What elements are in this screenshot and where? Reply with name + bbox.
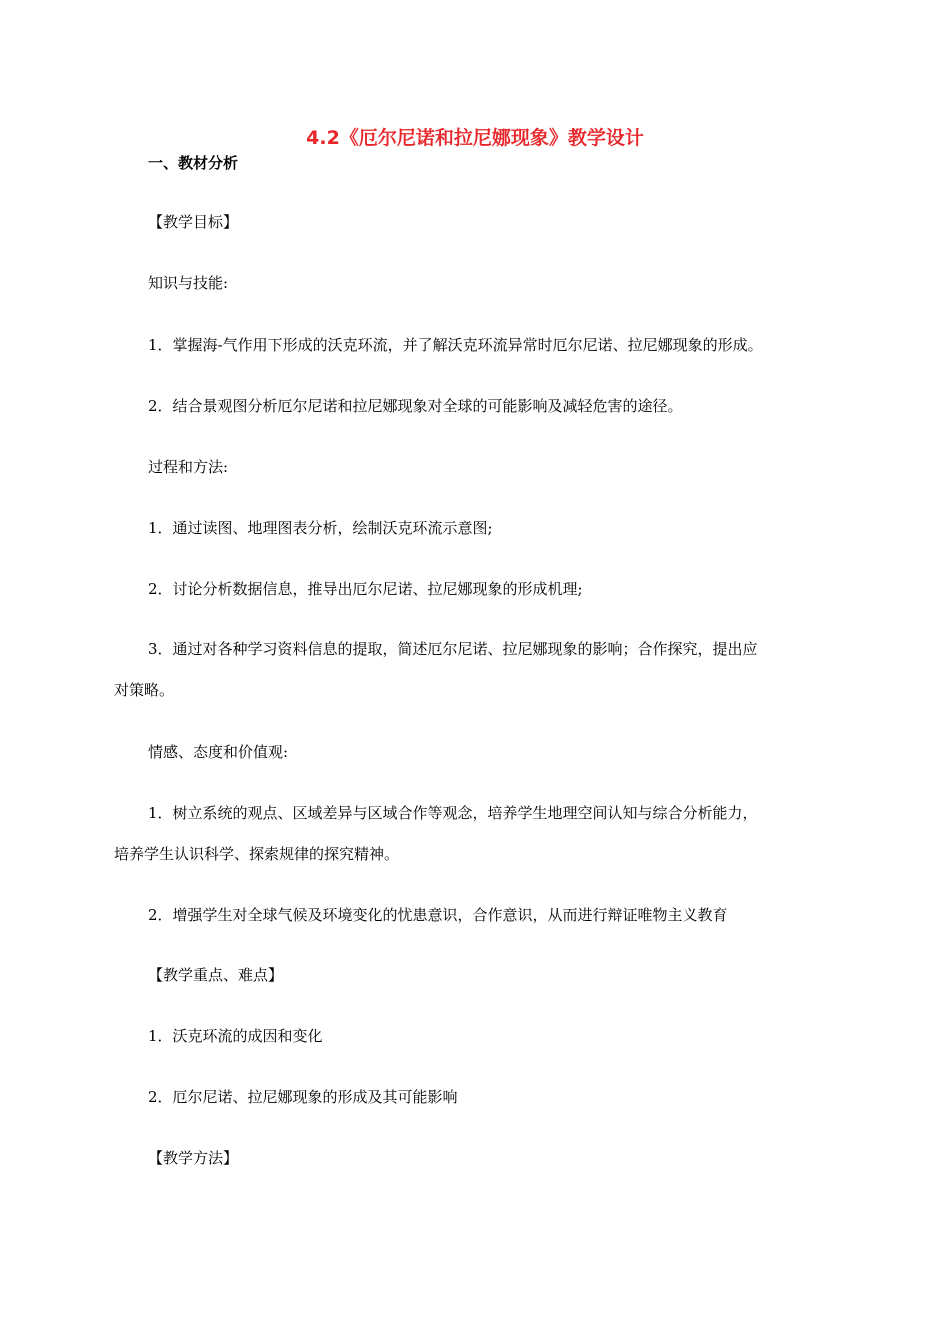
emotions-item-1-line-2: 培养学生认识科学、探索规律的探究精神。 bbox=[114, 845, 400, 863]
document-title: 4.2《厄尔尼诺和拉尼娜现象》教学设计 bbox=[306, 127, 644, 149]
methods-heading: 【教学方法】 bbox=[148, 1149, 239, 1167]
process-item-1: 1．通过读图、地理图表分析，绘制沃克环流示意图; bbox=[148, 519, 493, 537]
key-point-1: 1．沃克环流的成因和变化 bbox=[148, 1027, 323, 1045]
knowledge-item-1: 1．掌握海-气作用下形成的沃克环流，并了解沃克环流异常时厄尔尼诺、拉尼娜现象的形成。 bbox=[148, 336, 763, 354]
process-item-3-line-2: 对策略。 bbox=[114, 681, 175, 699]
key-points-heading: 【教学重点、难点】 bbox=[148, 966, 284, 984]
process-methods-heading: 过程和方法: bbox=[148, 458, 229, 476]
knowledge-skills-heading: 知识与技能: bbox=[148, 274, 229, 292]
process-item-2: 2．讨论分析数据信息，推导出厄尔尼诺、拉尼娜现象的形成机理; bbox=[148, 580, 583, 598]
objectives-heading: 【教学目标】 bbox=[148, 213, 239, 231]
emotions-values-heading: 情感、态度和价值观: bbox=[148, 743, 289, 761]
key-point-2: 2．厄尔尼诺、拉尼娜现象的形成及其可能影响 bbox=[148, 1088, 458, 1106]
knowledge-item-2: 2．结合景观图分析厄尔尼诺和拉尼娜现象对全球的可能影响及减轻危害的途径。 bbox=[148, 397, 683, 415]
emotions-item-2: 2．增强学生对全球气候及环境变化的忧患意识，合作意识，从而进行辩证唯物主义教育 bbox=[148, 906, 728, 924]
section-heading: 一、教材分析 bbox=[148, 154, 239, 172]
process-item-3-line-1: 3．通过对各种学习资料信息的提取，简述厄尔尼诺、拉尼娜现象的影响；合作探究，提出应 bbox=[148, 640, 758, 658]
emotions-item-1-line-1: 1．树立系统的观点、区域差异与区域合作等观念，培养学生地理空间认知与综合分析能力， bbox=[148, 804, 758, 822]
